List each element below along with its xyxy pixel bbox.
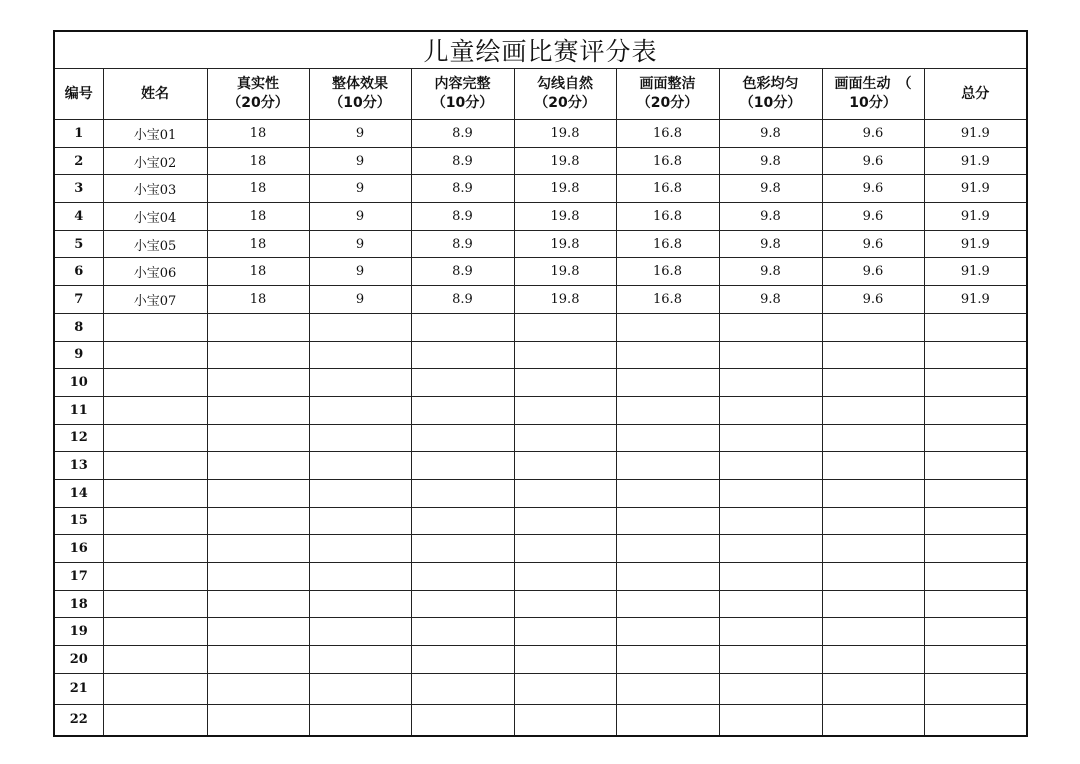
table-row — [54, 147, 1027, 175]
cell-neatness[interactable] — [616, 590, 719, 618]
cell-name[interactable] — [103, 452, 207, 480]
cell-number: 7 — [54, 286, 103, 314]
cell-line-natural[interactable]: 19.8 — [514, 258, 616, 286]
cell-line-natural[interactable] — [514, 424, 616, 452]
cell-total[interactable] — [924, 479, 1027, 507]
cell-overall-effect[interactable] — [309, 535, 411, 563]
cell-color-uniform[interactable] — [719, 535, 822, 563]
table-row — [54, 230, 1027, 258]
cell-overall-effect[interactable] — [309, 563, 411, 591]
cell-number: 6 — [54, 258, 103, 286]
cell-line-natural[interactable] — [514, 313, 616, 341]
header-label: 姓名 — [141, 85, 169, 102]
cell-name[interactable]: 小宝05 — [103, 230, 207, 258]
table-row — [54, 424, 1027, 452]
cell-number: 12 — [54, 424, 103, 452]
cell-authenticity[interactable]: 18 — [207, 203, 309, 231]
table-row — [54, 452, 1027, 480]
header-points: （20分） — [227, 95, 289, 111]
cell-vividness[interactable]: 9.6 — [822, 230, 924, 258]
cell-vividness[interactable] — [822, 341, 924, 369]
cell-color-uniform[interactable] — [719, 646, 822, 674]
cell-overall-effect[interactable] — [309, 479, 411, 507]
cell-total[interactable] — [924, 369, 1027, 397]
cell-total[interactable] — [924, 452, 1027, 480]
cell-name[interactable]: 小宝07 — [103, 286, 207, 314]
cell-content-completeness[interactable] — [411, 341, 514, 369]
cell-overall-effect[interactable] — [309, 673, 411, 704]
cell-line-natural[interactable] — [514, 396, 616, 424]
cell-name[interactable] — [103, 479, 207, 507]
cell-name[interactable] — [103, 341, 207, 369]
cell-line-natural[interactable]: 19.8 — [514, 230, 616, 258]
cell-name[interactable] — [103, 424, 207, 452]
cell-line-natural[interactable] — [514, 507, 616, 535]
table-row — [54, 479, 1027, 507]
cell-total[interactable]: 91.9 — [924, 175, 1027, 203]
cell-line-natural[interactable] — [514, 618, 616, 646]
header-label: 内容完整 — [434, 76, 491, 92]
cell-number: 22 — [54, 704, 103, 736]
cell-line-natural[interactable]: 19.8 — [514, 175, 616, 203]
cell-total[interactable] — [924, 313, 1027, 341]
cell-name[interactable]: 小宝06 — [103, 258, 207, 286]
cell-number: 13 — [54, 452, 103, 480]
cell-authenticity[interactable]: 18 — [207, 258, 309, 286]
cell-name[interactable] — [103, 535, 207, 563]
cell-color-uniform[interactable] — [719, 452, 822, 480]
table-row — [54, 704, 1027, 736]
cell-authenticity[interactable]: 18 — [207, 147, 309, 175]
cell-name[interactable] — [103, 563, 207, 591]
cell-content-completeness[interactable]: 8.9 — [411, 286, 514, 314]
cell-content-completeness[interactable]: 8.9 — [411, 230, 514, 258]
cell-overall-effect[interactable] — [309, 507, 411, 535]
cell-vividness[interactable]: 9.6 — [822, 258, 924, 286]
header-label: 编号 — [64, 85, 93, 102]
cell-vividness[interactable] — [822, 535, 924, 563]
cell-total[interactable] — [924, 535, 1027, 563]
cell-neatness[interactable] — [616, 618, 719, 646]
cell-content-completeness[interactable] — [411, 424, 514, 452]
cell-content-completeness[interactable] — [411, 704, 514, 736]
cell-authenticity[interactable]: 18 — [207, 286, 309, 314]
cell-vividness[interactable] — [822, 646, 924, 674]
table-row — [54, 369, 1027, 397]
cell-content-completeness[interactable]: 8.9 — [411, 120, 514, 148]
cell-vividness[interactable] — [822, 424, 924, 452]
cell-vividness[interactable]: 9.6 — [822, 175, 924, 203]
header-total — [924, 69, 1027, 120]
cell-total[interactable] — [924, 563, 1027, 591]
cell-overall-effect[interactable]: 9 — [309, 203, 411, 231]
header-number — [54, 69, 103, 120]
cell-vividness[interactable] — [822, 590, 924, 618]
header-name — [103, 69, 207, 120]
cell-neatness[interactable]: 16.8 — [616, 286, 719, 314]
cell-color-uniform[interactable]: 9.8 — [719, 147, 822, 175]
header-points: （20分） — [636, 95, 699, 111]
cell-content-completeness[interactable] — [411, 507, 514, 535]
cell-authenticity[interactable] — [207, 535, 309, 563]
header-points: （10分） — [739, 95, 802, 111]
cell-name[interactable]: 小宝04 — [103, 203, 207, 231]
cell-vividness[interactable] — [822, 563, 924, 591]
cell-content-completeness[interactable] — [411, 673, 514, 704]
cell-content-completeness[interactable]: 8.9 — [411, 203, 514, 231]
cell-color-uniform[interactable] — [719, 341, 822, 369]
header-label: 总分 — [961, 85, 990, 102]
cell-authenticity[interactable]: 18 — [207, 120, 309, 148]
cell-overall-effect[interactable] — [309, 590, 411, 618]
cell-number: 5 — [54, 230, 103, 258]
cell-authenticity[interactable] — [207, 563, 309, 591]
cell-number: 16 — [54, 535, 103, 563]
cell-overall-effect[interactable] — [309, 646, 411, 674]
cell-number: 10 — [54, 369, 103, 397]
cell-neatness[interactable] — [616, 341, 719, 369]
cell-authenticity[interactable] — [207, 396, 309, 424]
cell-neatness[interactable]: 16.8 — [616, 147, 719, 175]
cell-line-natural[interactable]: 19.8 — [514, 120, 616, 148]
header-content-completeness — [411, 69, 514, 120]
cell-total[interactable] — [924, 396, 1027, 424]
cell-total[interactable]: 91.9 — [924, 230, 1027, 258]
cell-neatness[interactable] — [616, 673, 719, 704]
cell-name[interactable] — [103, 673, 207, 704]
cell-total[interactable] — [924, 646, 1027, 674]
cell-name[interactable] — [103, 704, 207, 736]
cell-total[interactable] — [924, 618, 1027, 646]
table-body — [54, 120, 1027, 736]
cell-line-natural[interactable] — [514, 369, 616, 397]
cell-overall-effect[interactable] — [309, 424, 411, 452]
cell-number: 17 — [54, 563, 103, 591]
cell-color-uniform[interactable]: 9.8 — [719, 203, 822, 231]
cell-name[interactable] — [103, 646, 207, 674]
cell-total[interactable]: 91.9 — [924, 120, 1027, 148]
table-row — [54, 590, 1027, 618]
header-label: 画面整洁 — [639, 76, 696, 92]
cell-authenticity[interactable] — [207, 424, 309, 452]
cell-number: 8 — [54, 313, 103, 341]
table-row — [54, 507, 1027, 535]
table-row — [54, 563, 1027, 591]
cell-color-uniform[interactable] — [719, 369, 822, 397]
cell-color-uniform[interactable]: 9.8 — [719, 286, 822, 314]
cell-color-uniform[interactable] — [719, 313, 822, 341]
cell-number: 18 — [54, 590, 103, 618]
cell-content-completeness[interactable] — [411, 563, 514, 591]
cell-authenticity[interactable] — [207, 507, 309, 535]
cell-name[interactable]: 小宝03 — [103, 175, 207, 203]
header-neatness — [616, 69, 719, 120]
cell-authenticity[interactable] — [207, 369, 309, 397]
table-row — [54, 313, 1027, 341]
header-label: 勾线自然 — [537, 76, 593, 92]
cell-content-completeness[interactable] — [411, 590, 514, 618]
cell-neatness[interactable] — [616, 535, 719, 563]
cell-name[interactable] — [103, 590, 207, 618]
cell-line-natural[interactable]: 19.8 — [514, 286, 616, 314]
cell-color-uniform[interactable]: 9.8 — [719, 258, 822, 286]
cell-vividness[interactable]: 9.6 — [822, 120, 924, 148]
cell-authenticity[interactable] — [207, 646, 309, 674]
cell-neatness[interactable] — [616, 704, 719, 736]
table-row — [54, 258, 1027, 286]
cell-authenticity[interactable] — [207, 313, 309, 341]
table-row — [54, 673, 1027, 704]
cell-color-uniform[interactable] — [719, 618, 822, 646]
cell-number: 4 — [54, 203, 103, 231]
header-line-natural — [514, 69, 616, 120]
cell-overall-effect[interactable] — [309, 618, 411, 646]
cell-color-uniform[interactable] — [719, 563, 822, 591]
cell-line-natural[interactable] — [514, 452, 616, 480]
cell-vividness[interactable] — [822, 369, 924, 397]
cell-authenticity[interactable]: 18 — [207, 175, 309, 203]
cell-total[interactable] — [924, 704, 1027, 736]
cell-content-completeness[interactable] — [411, 618, 514, 646]
cell-vividness[interactable] — [822, 673, 924, 704]
cell-overall-effect[interactable] — [309, 704, 411, 736]
cell-color-uniform[interactable] — [719, 704, 822, 736]
cell-authenticity[interactable] — [207, 341, 309, 369]
cell-color-uniform[interactable] — [719, 507, 822, 535]
cell-total[interactable] — [924, 424, 1027, 452]
header-authenticity — [207, 69, 309, 120]
cell-name[interactable]: 小宝01 — [103, 120, 207, 148]
header-points: 10分） — [849, 95, 897, 111]
table-row — [54, 618, 1027, 646]
cell-authenticity[interactable] — [207, 673, 309, 704]
table-row — [54, 646, 1027, 674]
cell-vividness[interactable] — [822, 479, 924, 507]
cell-total[interactable]: 91.9 — [924, 286, 1027, 314]
cell-overall-effect[interactable] — [309, 369, 411, 397]
cell-content-completeness[interactable] — [411, 369, 514, 397]
cell-neatness[interactable]: 16.8 — [616, 258, 719, 286]
cell-total[interactable]: 91.9 — [924, 147, 1027, 175]
header-vividness — [822, 69, 924, 120]
score-sheet-table — [53, 30, 1028, 737]
cell-content-completeness[interactable] — [411, 313, 514, 341]
cell-neatness[interactable] — [616, 313, 719, 341]
header-points: （10分） — [431, 95, 494, 111]
cell-name[interactable] — [103, 313, 207, 341]
cell-total[interactable]: 91.9 — [924, 203, 1027, 231]
cell-total[interactable] — [924, 673, 1027, 704]
cell-name[interactable]: 小宝02 — [103, 147, 207, 175]
cell-content-completeness[interactable]: 8.9 — [411, 147, 514, 175]
cell-content-completeness[interactable]: 8.9 — [411, 258, 514, 286]
title-row — [54, 31, 1027, 69]
cell-authenticity[interactable] — [207, 704, 309, 736]
cell-color-uniform[interactable] — [719, 590, 822, 618]
header-points: （20分） — [534, 95, 596, 111]
cell-name[interactable] — [103, 507, 207, 535]
cell-neatness[interactable] — [616, 507, 719, 535]
cell-overall-effect[interactable] — [309, 313, 411, 341]
cell-content-completeness[interactable] — [411, 535, 514, 563]
cell-total[interactable]: 91.9 — [924, 258, 1027, 286]
cell-content-completeness[interactable] — [411, 479, 514, 507]
cell-vividness[interactable]: 9.6 — [822, 147, 924, 175]
cell-neatness[interactable]: 16.8 — [616, 203, 719, 231]
cell-content-completeness[interactable]: 8.9 — [411, 175, 514, 203]
cell-number: 14 — [54, 479, 103, 507]
cell-neatness[interactable]: 16.8 — [616, 230, 719, 258]
header-row — [54, 69, 1027, 120]
cell-vividness[interactable]: 9.6 — [822, 286, 924, 314]
header-color-uniform — [719, 69, 822, 120]
cell-vividness[interactable] — [822, 313, 924, 341]
cell-vividness[interactable] — [822, 618, 924, 646]
cell-number: 1 — [54, 120, 103, 148]
table-row — [54, 175, 1027, 203]
table-row — [54, 120, 1027, 148]
cell-line-natural[interactable] — [514, 704, 616, 736]
header-label: 色彩均匀 — [742, 76, 799, 92]
header-label: 真实性 — [237, 76, 279, 92]
cell-neatness[interactable] — [616, 479, 719, 507]
table-row — [54, 535, 1027, 563]
cell-number: 11 — [54, 396, 103, 424]
cell-number: 20 — [54, 646, 103, 674]
cell-number: 3 — [54, 175, 103, 203]
cell-vividness[interactable] — [822, 507, 924, 535]
cell-name[interactable] — [103, 369, 207, 397]
header-label: 画面生动 （ — [834, 76, 912, 92]
cell-vividness[interactable] — [822, 396, 924, 424]
cell-color-uniform[interactable] — [719, 396, 822, 424]
cell-content-completeness[interactable] — [411, 452, 514, 480]
cell-overall-effect[interactable]: 9 — [309, 120, 411, 148]
table-row — [54, 286, 1027, 314]
table-row — [54, 203, 1027, 231]
cell-vividness[interactable]: 9.6 — [822, 203, 924, 231]
cell-line-natural[interactable] — [514, 341, 616, 369]
sheet-title: 儿童绘画比赛评分表 — [54, 31, 1027, 69]
cell-authenticity[interactable] — [207, 618, 309, 646]
cell-total[interactable] — [924, 507, 1027, 535]
cell-content-completeness[interactable] — [411, 396, 514, 424]
cell-color-uniform[interactable]: 9.8 — [719, 120, 822, 148]
cell-line-natural[interactable] — [514, 479, 616, 507]
cell-authenticity[interactable] — [207, 590, 309, 618]
cell-color-uniform[interactable] — [719, 479, 822, 507]
cell-line-natural[interactable]: 19.8 — [514, 203, 616, 231]
cell-total[interactable] — [924, 341, 1027, 369]
cell-neatness[interactable] — [616, 424, 719, 452]
cell-line-natural[interactable] — [514, 535, 616, 563]
cell-number: 21 — [54, 673, 103, 704]
cell-vividness[interactable] — [822, 452, 924, 480]
cell-neatness[interactable]: 16.8 — [616, 120, 719, 148]
cell-neatness[interactable] — [616, 396, 719, 424]
table-row — [54, 341, 1027, 369]
cell-line-natural[interactable] — [514, 673, 616, 704]
header-label: 整体效果 — [332, 76, 388, 92]
cell-line-natural[interactable] — [514, 590, 616, 618]
cell-content-completeness[interactable] — [411, 646, 514, 674]
cell-number: 15 — [54, 507, 103, 535]
cell-overall-effect[interactable] — [309, 396, 411, 424]
cell-neatness[interactable] — [616, 452, 719, 480]
cell-authenticity[interactable] — [207, 452, 309, 480]
cell-line-natural[interactable]: 19.8 — [514, 147, 616, 175]
cell-vividness[interactable] — [822, 704, 924, 736]
header-points: （10分） — [329, 95, 391, 111]
cell-number: 2 — [54, 147, 103, 175]
cell-overall-effect[interactable]: 9 — [309, 286, 411, 314]
header-overall-effect — [309, 69, 411, 120]
table-row — [54, 396, 1027, 424]
cell-line-natural[interactable] — [514, 646, 616, 674]
cell-neatness[interactable] — [616, 646, 719, 674]
cell-name[interactable] — [103, 618, 207, 646]
cell-number: 9 — [54, 341, 103, 369]
cell-name[interactable] — [103, 396, 207, 424]
cell-neatness[interactable] — [616, 369, 719, 397]
cell-neatness[interactable] — [616, 563, 719, 591]
cell-authenticity[interactable] — [207, 479, 309, 507]
cell-overall-effect[interactable]: 9 — [309, 147, 411, 175]
cell-overall-effect[interactable]: 9 — [309, 230, 411, 258]
cell-overall-effect[interactable] — [309, 452, 411, 480]
cell-authenticity[interactable]: 18 — [207, 230, 309, 258]
cell-total[interactable] — [924, 590, 1027, 618]
cell-color-uniform[interactable]: 9.8 — [719, 230, 822, 258]
cell-color-uniform[interactable] — [719, 673, 822, 704]
cell-line-natural[interactable] — [514, 563, 616, 591]
cell-number: 19 — [54, 618, 103, 646]
cell-overall-effect[interactable]: 9 — [309, 175, 411, 203]
cell-overall-effect[interactable] — [309, 341, 411, 369]
cell-neatness[interactable]: 16.8 — [616, 175, 719, 203]
cell-color-uniform[interactable] — [719, 424, 822, 452]
cell-color-uniform[interactable]: 9.8 — [719, 175, 822, 203]
cell-overall-effect[interactable]: 9 — [309, 258, 411, 286]
